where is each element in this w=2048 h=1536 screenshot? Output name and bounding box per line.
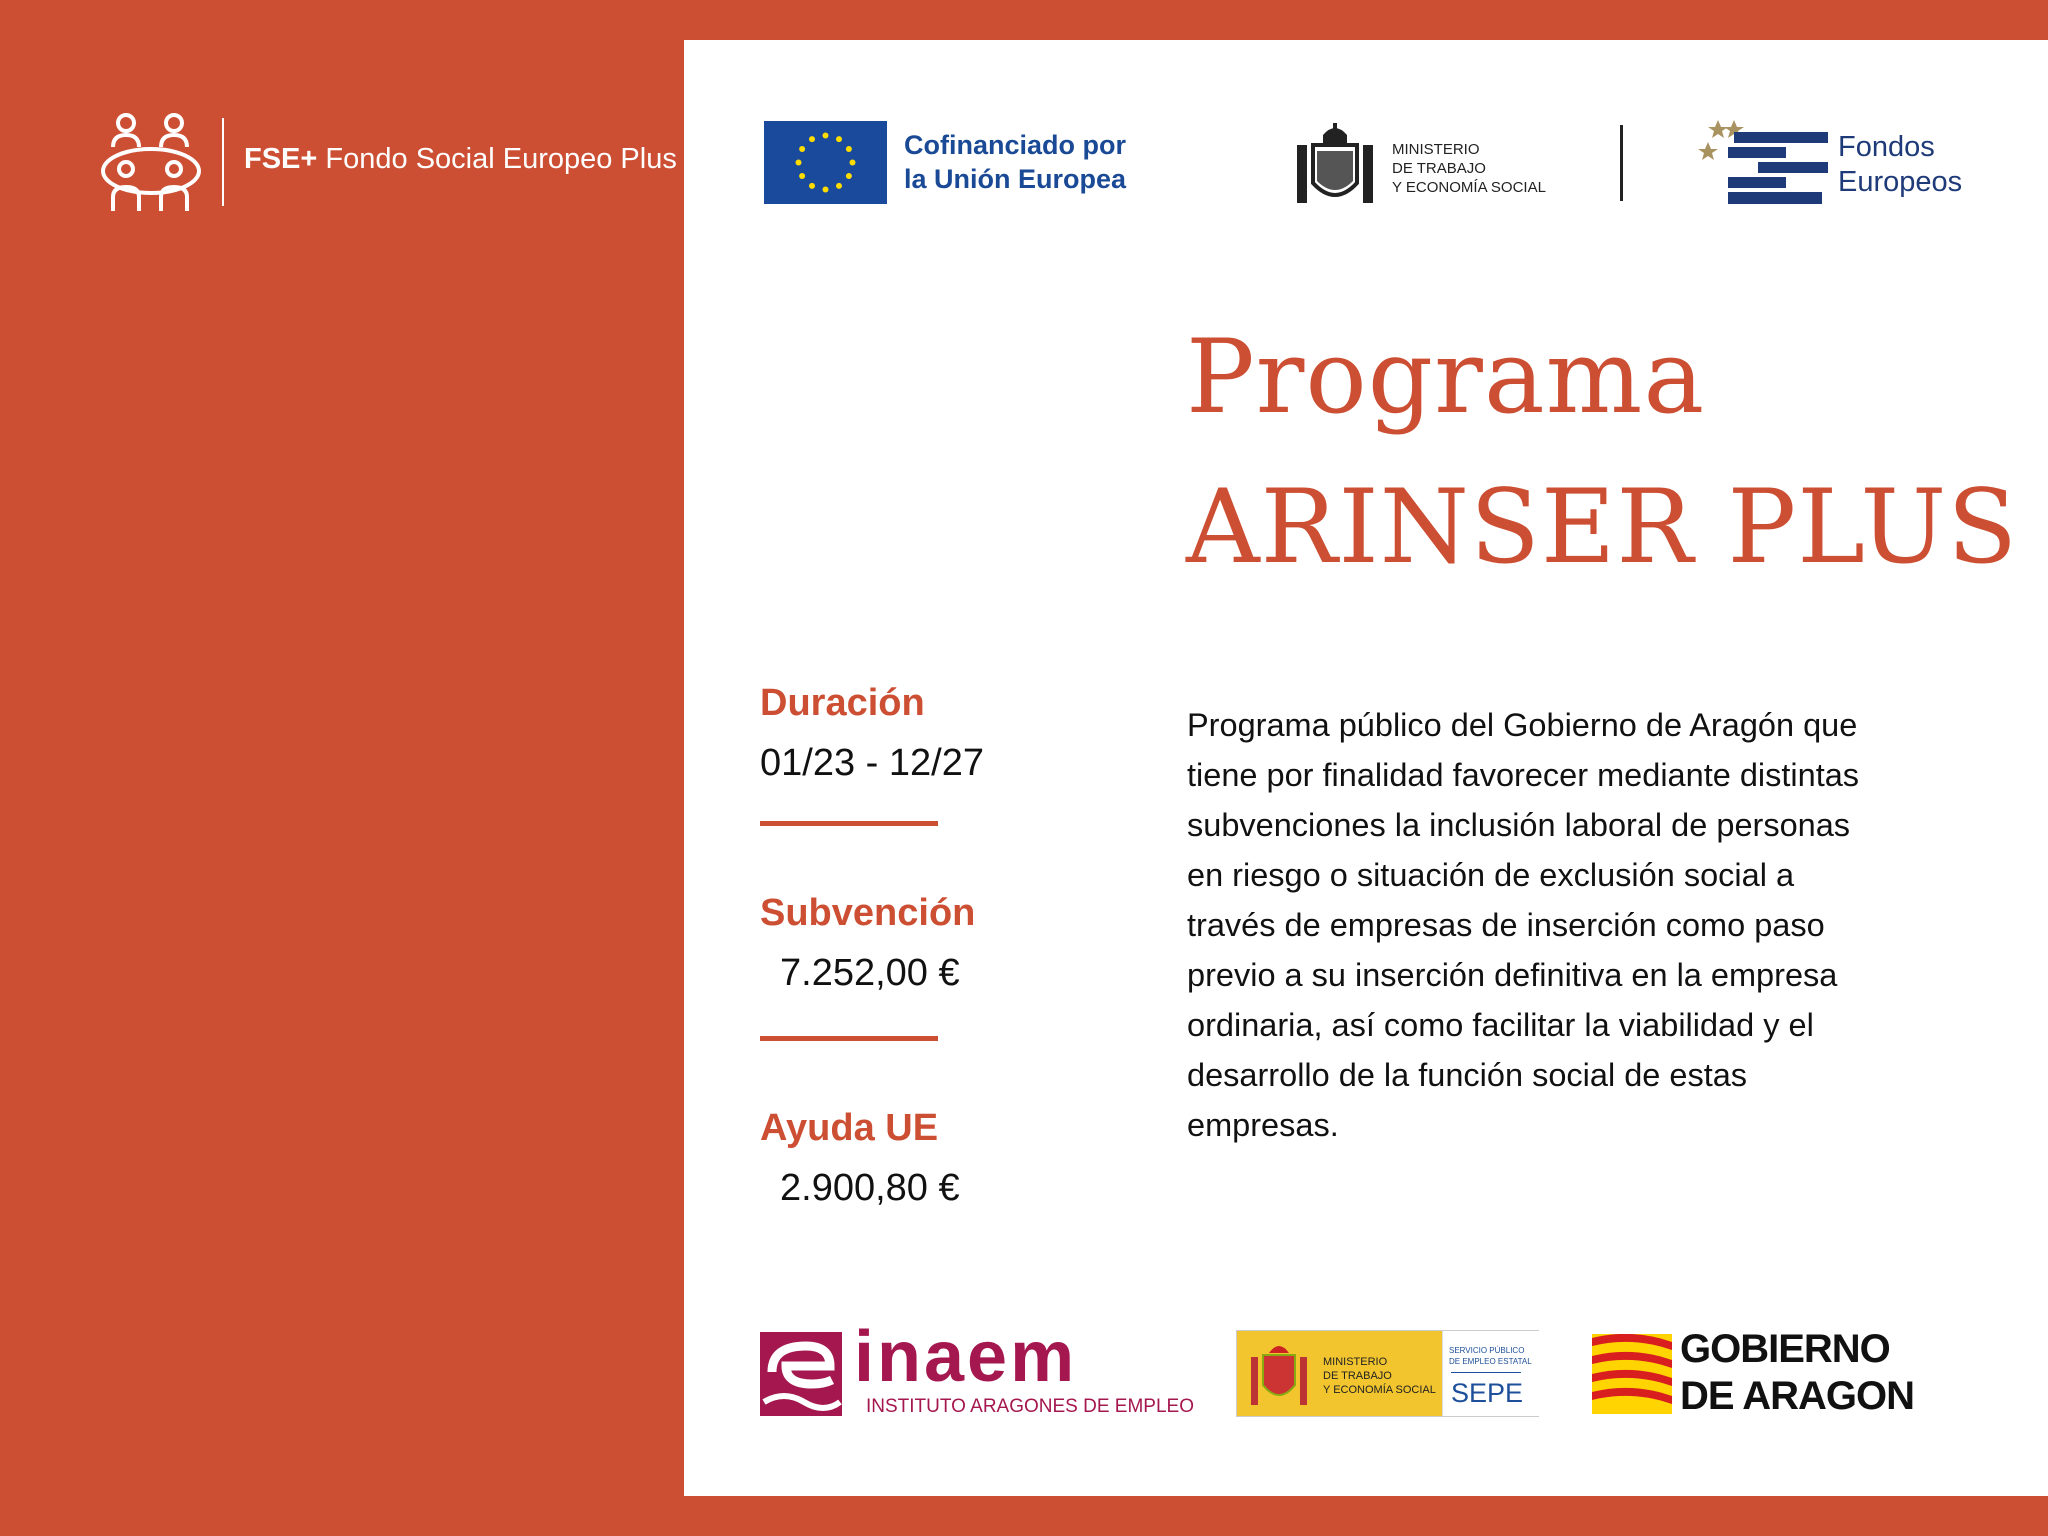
sepe-service-line: DE EMPLEO ESTATAL: [1449, 1357, 1532, 1366]
fondos-europeos-logo-icon: [1698, 120, 1828, 206]
eu-star: [823, 187, 829, 193]
divider: [760, 821, 938, 826]
duration-label: Duración: [760, 682, 925, 724]
duration-value: 01/23 - 12/27: [760, 742, 984, 784]
eu-star: [809, 183, 815, 189]
eu-star: [809, 136, 815, 142]
eu-aid-value: 2.900,80 €: [780, 1167, 960, 1209]
sepe-ministerio-line: Y ECONOMÍA SOCIAL: [1323, 1384, 1436, 1396]
eu-flag-icon: [764, 121, 887, 204]
subsidy-value: 7.252,00 €: [780, 952, 960, 994]
sepe-ministerio-line: DE TRABAJO: [1323, 1370, 1392, 1382]
sepe-service-line: SERVICIO PÚBLICO: [1449, 1346, 1525, 1355]
eu-cofinanced-text: [904, 128, 1126, 196]
ministerio-line: DE TRABAJO: [1392, 160, 1486, 177]
fondos-europeos-text: [1838, 130, 1962, 200]
divider: [222, 118, 224, 206]
sepe-name: SEPE: [1451, 1378, 1524, 1408]
eu-star: [836, 183, 842, 189]
program-description: Programa público del Gobierno de Aragón que tiene por finalidad favorecer mediante distintas subvenciones la inclusión laboral de personas en riesgo o situación de exclusión social a través de empresas de inserción como paso previo a su inserción definitiva en la empresa ordinaria, así como facilitar la viabilidad y el desarrollo de la función social de estas empresas.: [1187, 707, 1860, 1143]
people-meeting-icon: [99, 111, 203, 215]
sepe-service-text: [1449, 1345, 1532, 1367]
eu-star: [846, 173, 852, 179]
subsidy-label: Subvención: [760, 892, 976, 934]
eu-line-2: la Unión Europea: [904, 164, 1127, 194]
spain-coat-of-arms-icon: [1293, 121, 1377, 207]
spain-coat-of-arms-icon: [1249, 1339, 1309, 1409]
fse-bold: FSE+: [244, 143, 318, 175]
gobierno-line-1: GOBIERNO: [1680, 1327, 1890, 1371]
ministerio-text: [1392, 140, 1546, 197]
ministerio-line: MINISTERIO: [1392, 141, 1480, 158]
fondos-line-2: Europeos: [1838, 166, 1963, 198]
gobierno-text: [1680, 1326, 1914, 1420]
inaem-logo: [760, 1317, 1194, 1418]
inaem-subtitle: INSTITUTO ARAGONES DE EMPLEO: [866, 1396, 1194, 1417]
eu-star: [850, 160, 856, 166]
aragon-flag-icon: [1592, 1334, 1672, 1414]
eu-star: [796, 160, 802, 166]
eu-star: [823, 133, 829, 139]
fse-name: Fondo Social Europeo Plus: [325, 143, 677, 175]
page-title-line-1: Programa: [1186, 318, 1706, 437]
fse-logo-text: [244, 143, 677, 176]
sepe-ministerio-text: [1323, 1355, 1436, 1397]
ministerio-line: Y ECONOMÍA SOCIAL: [1392, 179, 1546, 196]
divider: [760, 1036, 938, 1041]
eu-star: [836, 136, 842, 142]
sepe-logo: [1236, 1330, 1539, 1417]
eu-line-1: Cofinanciado por: [904, 130, 1126, 160]
eu-star: [799, 173, 805, 179]
divider: [1620, 125, 1623, 201]
gobierno-line-2: DE ARAGON: [1680, 1374, 1914, 1418]
inaem-name: inaem: [854, 1317, 1078, 1397]
sepe-box: [1442, 1331, 1539, 1416]
sepe-ministerio-line: MINISTERIO: [1323, 1356, 1388, 1368]
gobierno-aragon-logo: [1592, 1327, 1958, 1418]
eu-aid-label: Ayuda UE: [760, 1107, 939, 1149]
inaem-e-icon: [760, 1332, 842, 1416]
fondos-line-1: Fondos: [1838, 131, 1935, 163]
eu-star: [846, 146, 852, 152]
eu-star: [799, 146, 805, 152]
page-title-line-2: ARINSER PLUS: [1186, 468, 2019, 587]
